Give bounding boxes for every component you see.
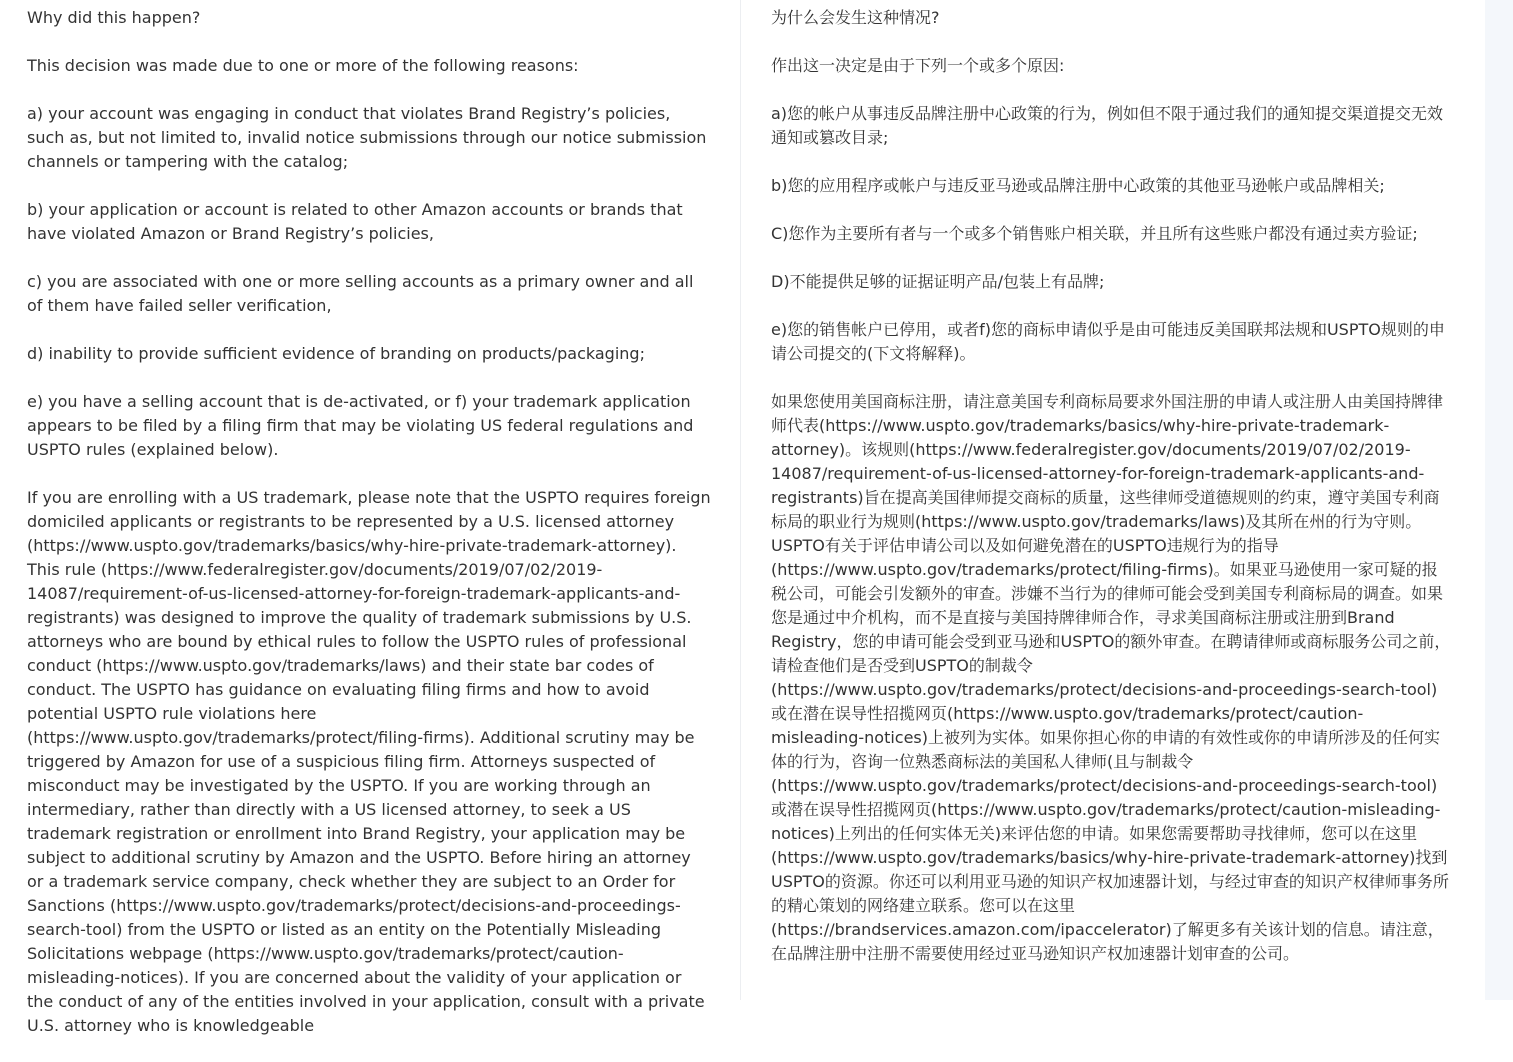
paragraph-us-trademark-zh: 如果您使用美国商标注册，请注意美国专利商标局要求外国注册的申请人或注册人由美国持牌律师代表(https://www.uspto.gov/trademarks/basics/why-hire-private-trademark-attorney)。该规则(https://www.federalregister.gov/documents/2019/07/02/2019-14087/requirement-of-us-licensed-attorney-for-foreign-trademark-applicants-and-registrants)旨在提高美国律师提交商标的质量，这些律师受道德规则的约束，遵守美国专利商标局的职业行为规则(https://www.uspto.gov/trademarks/laws)及其所在州的行为守则。USPTO有关于评估申请公司以及如何避免潜在的USPTO违规行为的指导(https://www.uspto.gov/trademarks/protect/filing-firms)。如果亚马逊使用一家可疑的报税公司，可能会引发额外的审查。涉嫌不当行为的律师可能会受到美国专利商标局的调查。如果您是通过中介机构，而不是直接与美国持牌律师合作，寻求美国商标注册或注册到Brand Registry，您的申请可能会受到亚马逊和USPTO的额外审查。在聘请律师或商标服务公司之前，请检查他们是否受到USPTO的制裁令(https://www.uspto.gov/trademarks/protect/decisions-and-proceedings-search-tool)或在潜在误导性招揽网页(https://www.uspto.gov/trademarks/protect/caution-misleading-notices)上被列为实体。如果你担心你的申请的有效性或你的申请所涉及的任何实体的行为，咨询一位熟悉商标法的美国私人律师(且与制裁令(https://www.uspto.gov/trademarks/protect/decisions-and-proceedings-search-tool)或潜在误导性招揽网页(https://www.uspto.gov/trademarks/protect/caution-misleading-notices)上列出的任何实体无关)来评估您的申请。如果您需要帮助寻找律师，您可以在这里(https://www.uspto.gov/trademarks/basics/why-hire-private-trademark-attorney)找到USPTO的资源。你还可以利用亚马逊的知识产权加速器计划，与经过审查的知识产权律师事务所的精心策划的网络建立联系。您可以在这里(https://brandservices.amazon.com/ipaccelerator)了解更多有关该计划的信息。请注意，在品牌注册中注册不需要使用经过亚马逊知识产权加速器计划审查的公司。	[771, 392, 1451, 963]
scrollbar-track[interactable]	[1485, 0, 1513, 1000]
paragraph-reasons-intro-zh: 作出这一决定是由于下列一个或多个原因:	[771, 56, 1065, 75]
paragraph-reason-a-zh: a)您的帐户从事违反品牌注册中心政策的行为，例如但不限于通过我们的通知提交渠道提交无效通知或篡改目录;	[771, 104, 1444, 147]
chinese-text	[771, 6, 1453, 990]
paragraph-us-trademark: If you are enrolling with a US trademark, please note that the USPTO requires foreign domiciled applicants or registrants to be represented by a U.S. licensed attorney (https://www.uspto.gov/trademarks/basics/why-hire-private-trademark-attorney). This rule (https://www.federalregister.gov/documents/2019/07/02/2019-14087/requirement-of-us-licensed-attorney-for-foreign-trademark-applicants-and-registrants) was designed to improve the quality of trademark submissions by U.S. attorneys who are bound by ethical rules to follow the USPTO rules of professional conduct (https://www.uspto.gov/trademarks/laws) and their state bar codes of conduct. The USPTO has guidance on evaluating filing firms and how to avoid potential USPTO rule violations here (https://www.uspto.gov/trademarks/protect/filing-firms). Additional scrutiny may be triggered by Amazon for use of a suspicious filing firm. Attorneys suspected of misconduct may be investigated by the USPTO. If you are working through an intermediary, rather than directly with a US licensed attorney, to seek a US trademark registration or enrollment into Brand Registry, your application may be subject to additional scrutiny by Amazon and the USPTO. Before hiring an attorney or a trademark service company, check whether they are subject to an Order for Sanctions (https://www.uspto.gov/trademarks/protect/decisions-and-proceedings-search-tool) from the USPTO or listed as an entity on the Potentially Misleading Solicitations webpage (https://www.uspto.gov/trademarks/protect/caution-misleading-notices). If you are concerned about the validity of your application or the conduct of any of the entities involved in your application, consult with a private U.S. attorney who is knowledgeable	[27, 488, 711, 1035]
paragraph-reason-c-zh: C)您作为主要所有者与一个或多个销售账户相关联，并且所有这些账户都没有通过卖方验证;	[771, 224, 1418, 243]
english-text-pane[interactable]	[0, 0, 740, 1035]
heading-why-zh: 为什么会发生这种情况?	[771, 8, 940, 27]
paragraph-reason-b: b) your application or account is related to other Amazon accounts or brands that have violated Amazon or Brand Registry’s policies,	[27, 200, 683, 243]
chinese-text-pane[interactable]	[741, 0, 1485, 1000]
paragraph-reasons-intro: This decision was made due to one or more of the following reasons:	[27, 56, 579, 75]
english-text	[27, 6, 712, 1062]
paragraph-reason-e-f: e) you have a selling account that is de-activated, or f) your trademark application appears to be filed by a filing firm that may be violating US federal regulations and USPTO rules (explained below).	[27, 392, 694, 459]
paragraph-reason-d-zh: D)不能提供足够的证据证明产品/包装上有品牌;	[771, 272, 1105, 291]
paragraph-reason-e-f-zh: e)您的销售帐户已停用，或者f)您的商标申请似乎是由可能违反美国联邦法规和USPTO规则的申请公司提交的(下文将解释)。	[771, 320, 1445, 363]
heading-why: Why did this happen?	[27, 8, 201, 27]
paragraph-reason-d: d) inability to provide sufficient evidence of branding on products/packaging;	[27, 344, 645, 363]
paragraph-reason-b-zh: b)您的应用程序或帐户与违反亚马逊或品牌注册中心政策的其他亚马逊帐户或品牌相关;	[771, 176, 1385, 195]
paragraph-reason-c: c) you are associated with one or more selling accounts as a primary owner and all of them have failed seller verification,	[27, 272, 694, 315]
paragraph-reason-a: a) your account was engaging in conduct that violates Brand Registry’s policies, such as, but not limited to, invalid notice submissions through our notice submission channels or tampering with the catalog;	[27, 104, 707, 171]
